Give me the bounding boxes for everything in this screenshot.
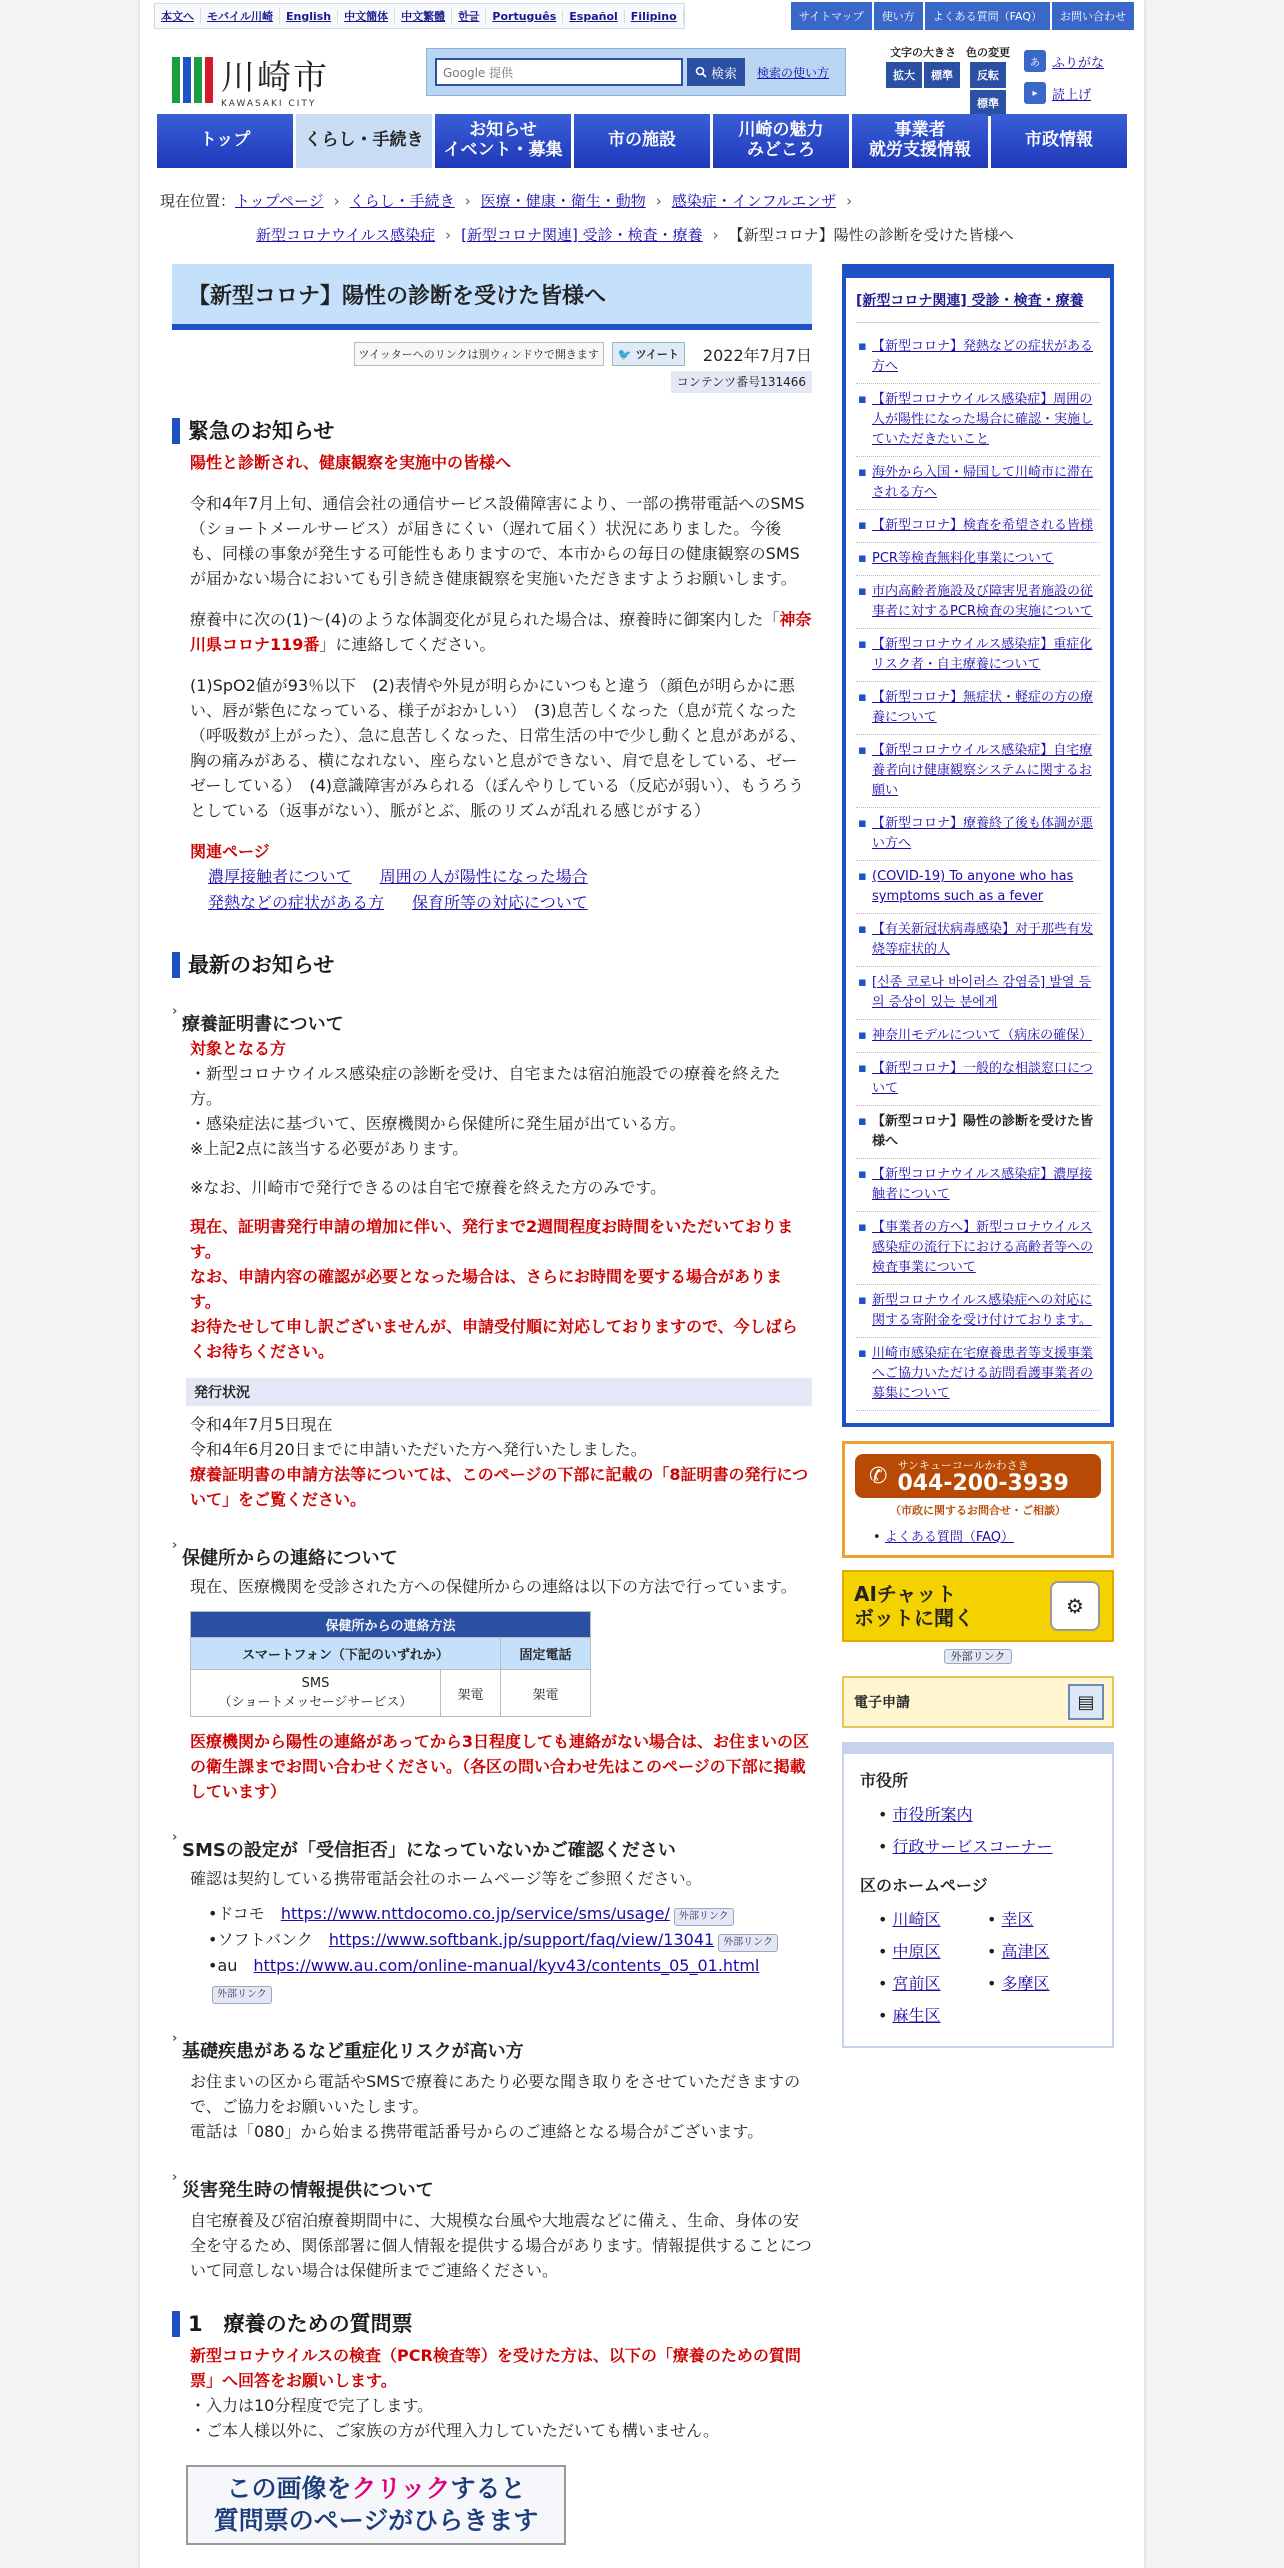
latest-heading: 最新のお知らせ bbox=[172, 952, 812, 978]
computer-icon: ▤ bbox=[1068, 1684, 1104, 1720]
breadcrumb-link-2[interactable]: 医療・健康・衛生・動物 bbox=[480, 192, 646, 210]
external-link-badge: 外部リンク bbox=[944, 1649, 1013, 1664]
sidebar-related-item-18[interactable]: ▪ 新型コロナウイルス感染症への対応に関する寄附金を受け付けております。 bbox=[856, 1285, 1100, 1338]
breadcrumb-link-0[interactable]: トップページ bbox=[235, 192, 324, 210]
robot-icon: ⚙ bbox=[1050, 1581, 1100, 1631]
cityhall-link-1: • 行政サービスコーナー bbox=[878, 1837, 1053, 1856]
questionnaire-heading: 1 療養のための質問票 bbox=[172, 2311, 812, 2337]
questionnaire-image-button[interactable]: この画像をクリックすると 質問票のページがひらきます bbox=[186, 2465, 566, 2545]
search-help-link[interactable]: 検索の使い方 bbox=[757, 65, 830, 80]
font-standard-button[interactable]: 標準 bbox=[924, 62, 960, 88]
contact-title: › 保健所からの連絡について bbox=[172, 1544, 812, 1570]
ward-item-4: • 宮前区 bbox=[878, 1974, 941, 1993]
util-button-3[interactable]: お問い合わせ bbox=[1052, 2, 1134, 30]
risk-title: › 基礎疾患があるなど重症化リスクが高い方 bbox=[172, 2037, 812, 2063]
related-pages-heading[interactable]: [新型コロナ関連] 受診・検査・療養 bbox=[856, 290, 1100, 323]
utility-links bbox=[791, 2, 1134, 30]
sidebar-related-item-1[interactable]: ▪ 【新型コロナウイルス感染症】周囲の人が陽性になった場合に確認・実施していただきたいこと bbox=[856, 384, 1100, 457]
cert-target-label: 対象となる方 bbox=[190, 1039, 287, 1058]
ward-item-5: • 多摩区 bbox=[987, 1974, 1050, 1993]
nav-item-0[interactable]: トップ bbox=[157, 114, 293, 168]
carrier-url-link[interactable]: https://www.softbank.jp/support/faq/view/13041 bbox=[328, 1930, 715, 1949]
sidebar-related-item-5[interactable]: ▪ 市内高齢者施設及び障害児者施設の従事者に対するPCR検査の実施について bbox=[856, 576, 1100, 629]
ward-link[interactable]: 幸区 bbox=[1001, 1910, 1034, 1929]
twitter-icon: 🐦 bbox=[617, 348, 632, 361]
read-aloud-button[interactable]: ▸ 読上げ bbox=[1024, 82, 1091, 104]
urgent-paragraph-1: 令和4年7月上旬、通信会社の通信サービス設備障害により、一部の携帯電話へのSMS（ショートメールサービス）が届きにくい（遅れて届く）状況にありました。今後も、同様の事象が発生する可能性もありますので、本市からの毎日の健康観察のSMSが届かない場合においても引き続き健康観察を実施いただきますようお願いします。 bbox=[190, 494, 805, 588]
sidebar-related-item-3[interactable]: ▪ 【新型コロナ】検査を希望される皆様 bbox=[856, 510, 1100, 543]
ward-item-6: • 麻生区 bbox=[878, 2006, 941, 2025]
disaster-title: › 災害発生時の情報提供について bbox=[172, 2176, 812, 2202]
global-nav bbox=[157, 114, 1127, 168]
contact-table: 保健所からの連絡方法 スマートフォン（下記のいずれか） 固定電話 SMS （ショートメッセージサービス） 架電 架電 bbox=[190, 1611, 591, 1717]
search-button[interactable]: 検索 bbox=[687, 58, 745, 86]
utility-bar bbox=[154, 2, 1134, 30]
urgent-paragraph-3: (1)SpO2値が93％以下 (2)表情や外見が明らかにいつもと違う（顔色が明らかに悪い、唇が紫色になっている、様子がおかしい） (3)息苦しくなった（息が荒くなった（呼吸数が上がった）、急に息苦しくなった、日常生活の中で少し動くと息があがる、胸の痛みがある、横になれない、座らないと息ができない、肩で息をしている、ゼーゼーしている） (4)意識障害がみられる（ぼんやりしている（反応が弱い）、もうろうとしている（返事がない）、脈がとぶ、脈のリズムが乱れる感じがする） bbox=[190, 676, 807, 820]
phone-icon: ✆ bbox=[869, 1463, 888, 1489]
sidebar-related-item-2[interactable]: ▪ 海外から入国・帰国して川崎市に滞在される方へ bbox=[856, 457, 1100, 510]
cert-line-2: ※上記2点に該当する必要があります。 bbox=[190, 1139, 469, 1158]
content-number: コンテンツ番号131466 bbox=[671, 371, 812, 393]
sidebar-related-item-4[interactable]: ▪ PCR等検査無料化事業について bbox=[856, 543, 1100, 576]
related-links bbox=[172, 864, 812, 916]
sms-title: › SMSの設定が「受信拒否」になっていないかご確認ください bbox=[172, 1836, 812, 1862]
e-application-banner[interactable]: 電子申請 ▤ bbox=[842, 1676, 1114, 1728]
speaker-icon: ▸ bbox=[1024, 82, 1046, 104]
call-center-box: ✆ サンキューコールかわさき 044-200-3939 （市政に関するお問合せ・ご相談） • よくある質問（FAQ） bbox=[842, 1441, 1114, 1558]
util-link-1[interactable]: モバイル川崎 bbox=[201, 8, 280, 24]
nav-item-6[interactable]: 市政情報 bbox=[991, 114, 1127, 168]
util-link-2[interactable]: English bbox=[280, 10, 338, 23]
search-icon bbox=[695, 66, 707, 78]
ward-link[interactable]: 川崎区 bbox=[892, 1910, 941, 1929]
site-logo[interactable] bbox=[172, 50, 329, 109]
util-link-6[interactable]: Português bbox=[486, 10, 563, 23]
search-area bbox=[426, 48, 846, 96]
related-link-2[interactable]: 発熱などの症状がある方 bbox=[208, 893, 385, 912]
cityhall-link-text[interactable]: 行政サービスコーナー bbox=[892, 1837, 1053, 1856]
related-link-0[interactable]: 濃厚接触者について bbox=[208, 867, 352, 886]
urgent-lead: 陽性と診断され、健康観察を実施中の皆様へ bbox=[190, 453, 511, 472]
related-link-3[interactable]: 保育所等の対応について bbox=[412, 893, 588, 912]
color-standard-button[interactable]: 標準 bbox=[970, 90, 1006, 116]
furigana-button[interactable]: あ ふりがな bbox=[1024, 50, 1104, 72]
cityhall-link-0: • 市役所案内 bbox=[878, 1805, 973, 1824]
contact-warning: 医療機関から陽性の連絡があってから3日程度しても連絡がない場合は、お住まいの区の衛生課までお問い合わせください。（各区の問い合わせ先はこのページの下部に掲載しています） bbox=[190, 1732, 809, 1801]
cert-title: › 療養証明書について bbox=[172, 1010, 812, 1036]
language-links bbox=[154, 3, 685, 29]
carrier-links bbox=[208, 1901, 812, 2005]
font-enlarge-button[interactable]: 拡大 bbox=[886, 62, 922, 88]
related-label: 関連ページ bbox=[190, 842, 270, 861]
sidebar-related-item-17[interactable]: ▪ 【事業者の方へ】新型コロナウイルス感染症の流行下における高齢者等への検査事業について bbox=[856, 1212, 1100, 1285]
util-link-0[interactable]: 本文へ bbox=[155, 8, 201, 24]
nav-item-4[interactable]: 川崎の魅力 みどころ bbox=[713, 114, 849, 168]
util-link-3[interactable]: 中文簡体 bbox=[338, 8, 395, 24]
sidebar-related-item-15: ▪ 【新型コロナ】陽性の診断を受けた皆様へ bbox=[856, 1106, 1100, 1159]
nav-item-5[interactable]: 事業者 就労支援情報 bbox=[852, 114, 988, 168]
carrier-item-2 bbox=[208, 1953, 812, 2005]
sidebar-related-item-7[interactable]: ▪ 【新型コロナ】無症状・軽症の方の療養について bbox=[856, 682, 1100, 735]
breadcrumb-separator-icon: › bbox=[655, 192, 662, 210]
publish-date: 2022年7月7日 bbox=[702, 345, 812, 365]
breadcrumb: 現在位置：トップページ › くらし・手続き › 医療・健康・衛生・動物 › 感染症・インフルエンザ › 新型コロナウイルス感染症 › [新型コロナ関連] 受診・検査・療養 › 【新型コロナ】陽性の診断を受けた皆様へ bbox=[160, 192, 1014, 244]
furigana-icon: あ bbox=[1024, 50, 1046, 72]
cert-line-1: ・感染症法に基づいて、医療機関から保健所に発生届が出ている方。 bbox=[190, 1114, 686, 1133]
ward-item-2: • 中原区 bbox=[878, 1942, 941, 1961]
carrier-item-0 bbox=[208, 1901, 812, 1927]
breadcrumb-link-1[interactable]: くらし・手続き bbox=[349, 192, 455, 210]
logo-text: 川崎市 bbox=[221, 58, 329, 98]
faq-link[interactable]: よくある質問（FAQ） bbox=[884, 1530, 1014, 1545]
sidebar-related-item-14[interactable]: ▪ 【新型コロナ】一般的な相談窓口について bbox=[856, 1053, 1100, 1106]
sidebar-related-item-16[interactable]: ▪ 【新型コロナウイルス感染症】濃厚接触者について bbox=[856, 1159, 1100, 1212]
util-button-0[interactable]: サイトマップ bbox=[791, 2, 872, 30]
cert-note: ※なお、川崎市で発行できるのは自宅で療養を終えた方のみです。 bbox=[190, 1178, 667, 1197]
ward-item-1: • 幸区 bbox=[987, 1910, 1034, 1929]
ai-chatbot-banner[interactable]: AIチャット ボットに聞く ⚙ bbox=[842, 1570, 1114, 1642]
cert-conditions bbox=[190, 1061, 812, 1161]
carrier-name: ドコモ bbox=[217, 1904, 265, 1923]
ward-link[interactable]: 麻生区 bbox=[892, 2006, 941, 2025]
sidebar-related-item-19[interactable]: ▪ 川崎市感染症在宅療養患者等支援事業へご協力いただける訪問看護事業者の募集について bbox=[856, 1338, 1100, 1411]
util-link-4[interactable]: 中文繁體 bbox=[395, 8, 452, 24]
ward-link[interactable]: 高津区 bbox=[1001, 1942, 1050, 1961]
breadcrumb-separator-icon: › bbox=[846, 192, 853, 210]
external-link-badge: 外部リンク bbox=[674, 1908, 734, 1926]
sidebar-related-item-13[interactable]: ▪ 神奈川モデルについて（病床の確保） bbox=[856, 1020, 1100, 1053]
breadcrumb-current: 【新型コロナ】陽性の診断を受けた皆様へ bbox=[728, 226, 1014, 244]
sidebar-related-item-0[interactable]: ▪ 【新型コロナ】発熱などの症状がある方へ bbox=[856, 331, 1100, 384]
carrier-name: au bbox=[217, 1956, 238, 1975]
logo-stripes-icon bbox=[172, 57, 213, 103]
cityhall-link-text[interactable]: 市役所案内 bbox=[892, 1805, 973, 1824]
urgent-heading: 緊急のお知らせ bbox=[172, 418, 812, 444]
font-size-control: 文字の大きさ 拡大 標準 bbox=[886, 44, 960, 88]
call-center-banner[interactable]: ✆ サンキューコールかわさき 044-200-3939 bbox=[855, 1454, 1101, 1498]
related-pages-box bbox=[842, 264, 1114, 1427]
util-link-7[interactable]: Español bbox=[563, 10, 625, 23]
page bbox=[140, 0, 1144, 2568]
breadcrumb-link-5[interactable]: [新型コロナ関連] 受診・検査・療養 bbox=[461, 226, 703, 244]
breadcrumb-separator-icon: › bbox=[445, 226, 452, 244]
city-hall-box: 市役所 • 市役所案内 • 行政サービスコーナー 区のホームページ • 川崎区 • 幸区 • 中原区 • 高津区 • 宮前区 • 多摩区 • 麻生区 bbox=[842, 1742, 1114, 2048]
twitter-note: ツイッターへのリンクは別ウィンドウで開きます bbox=[354, 342, 604, 366]
page-title: 【新型コロナ】陽性の診断を受けた皆様へ bbox=[172, 264, 812, 330]
cert-line-0: ・新型コロナウイルス感染症の診断を受け、自宅または宿泊施設での療養を終えた方。 bbox=[190, 1064, 781, 1108]
ward-item-0: • 川崎区 bbox=[878, 1910, 941, 1929]
nav-item-3[interactable]: 市の施設 bbox=[574, 114, 710, 168]
carrier-url-link[interactable]: https://www.au.com/online-manual/kyv43/contents_05_01.html bbox=[253, 1956, 760, 1975]
sidebar-related-item-11[interactable]: ▪ 【有关新冠状病毒感染】对于那些有发烧等症状的人 bbox=[856, 914, 1100, 967]
breadcrumb-separator-icon: › bbox=[464, 192, 471, 210]
sidebar-related-item-6[interactable]: ▪ 【新型コロナウイルス感染症】重症化リスク者・自主療養について bbox=[856, 629, 1100, 682]
ward-link[interactable]: 多摩区 bbox=[1001, 1974, 1050, 1993]
tweet-button[interactable]: 🐦 ツイート bbox=[612, 342, 685, 366]
color-control: 色の変更 反転 標準 bbox=[966, 44, 1010, 116]
breadcrumb-separator-icon: › bbox=[333, 192, 340, 210]
cert-warning: 現在、証明書発行申請の増加に伴い、発行まで2週間程度お時間をいただいております。 なお、申請内容の確認が必要となった場合は、さらにお時間を要する場合があります。 お待たせして申し訳ございませんが、申請受付順に対応しておりますので、今しばらくお待ちください。 bbox=[190, 1217, 798, 1361]
util-link-8[interactable]: Filipino bbox=[625, 10, 684, 23]
nav-item-2[interactable]: お知らせ イベント・募集 bbox=[435, 114, 571, 168]
carrier-url-link[interactable]: https://www.nttdocomo.co.jp/service/sms/usage/ bbox=[280, 1904, 670, 1923]
ward-link[interactable]: 宮前区 bbox=[892, 1974, 941, 1993]
carrier-item-1 bbox=[208, 1927, 812, 1953]
ward-item-3: • 高津区 bbox=[987, 1942, 1050, 1961]
util-button-1[interactable]: 使い方 bbox=[874, 2, 923, 30]
external-link-badge: 外部リンク bbox=[212, 1986, 272, 2004]
status-label: 発行状況 bbox=[186, 1378, 812, 1406]
color-invert-button[interactable]: 反転 bbox=[970, 62, 1006, 88]
ward-link[interactable]: 中原区 bbox=[892, 1942, 941, 1961]
breadcrumb-separator-icon: › bbox=[712, 226, 719, 244]
carrier-name: ソフトバンク bbox=[217, 1930, 313, 1949]
sidebar bbox=[842, 264, 1114, 2048]
breadcrumb-link-4[interactable]: 新型コロナウイルス感染症 bbox=[256, 226, 436, 244]
main-content: 【新型コロナ】陽性の診断を受けた皆様へ ツイッターへのリンクは別ウィンドウで開きます 🐦 ツイート 2022年7月7日 コンテンツ番号131466 緊急のお知らせ 陽性と診断され、健康観察を実施中の皆様へ 令和4年7月上旬、通信会社の通信サービス設備障害により、一部の携帯電話へのSMS（ショートメールサービス）が届きにくい（遅れて届く）状況にありました。今後も、同様の事象が発生する可能性もありますので、本市からの毎日の健康観察のSMSが届かない場合においても引き続き健康観察を実施いただきますようお願いします。 療養中に次の(1)～(4)のような体調変化が見られた場合は、療養時に御案内した「神奈川県コロナ119番」に連絡してください。 (1)SpO2値が93％以下 (2)表情や外見が明らかにいつもと違う（顔色が明らかに悪い、唇が紫色になっている、様子がおかしい） (3)息苦しくなった（息が荒くなった（呼吸数が上がった）、急に息苦しくなった、日常生活の中で少し動くと息があがる、胸の痛みがある、横になれない、座らないと息ができない、肩で息をしている、ゼーゼーしている） (4)意識障害がみられる（ぼんやりしている（反応が弱い）、もうろうとしている（返事がない）、脈がとぶ、脈のリズムが乱れる感じがする） 関連ページ 濃厚接触者について 周囲の人が陽性になった場合 発熱などの症状がある方 保育所等の対応について 最新のお知らせ › 療養証明書について 対象となる方 ・新型コロナウイルス感染症の診断を受け、自宅または宿泊施設での療養を終えた方。 ・感染症法に基づいて、医療機関から保健所に発生届が出ている方。 ※上記2点に該当する必要があります。 ※なお、川崎市で発行できるのは自宅で療養を終えた方のみです。 現在、証明書発行申請の増加に伴い、発行まで2週間程度お時間をいただいております。 なお、申請内容の確認が必要となった場合は、さらにお時間を要する場合があります。 お待たせして申し訳ございませんが、申請受付順に対応しておりますので、今しばらくお待ちください。 発行状況 令和4年7月5日現在 令和4年6月20日までに申請いただいた方へ発行いたしました。 療養証明書の申請方法等については、このページの下部に記載の「8証明書の発行について」をご覧ください。 › 保健所からの連絡について 現在、医療機関を受診された方への保健所からの連絡は以下の方法で行っています。 保健所からの連絡方法 スマートフォン（下記のいずれか） 固定電話 SMS （ショートメッセージサービス） 架電 架電 医療機関から陽性の連絡があってから3日程度しても連絡がない場合は、お住まいの区の衛生課までお問い合わせください。（各区の問い合わせ先はこのページの下部に掲載しています） › SMSの設定が「受信拒否」になっていないかご確認ください 確認は契約している携帯電話会社のホームページ等をご参照ください。 • ドコモ https://www.nttdocomo.co.jp/service/sms/usage/ 外部リンク • ソフトバンク https://www.softbank.jp/support/faq/view/13041 外部リンク • au https://www.au.com/online-manual/kyv43/contents_05_01.html外部リンク › 基礎疾患があるなど重症化リスクが高い方 お住まいの区から電話やSMSで療養にあたり必要な聞き取りをさせていただきますので、ご協力をお願いいたします。 電話は「080」から始まる携帯電話番号からのご連絡となる場合がございます。 › 災害発生時の情報提供について 自宅療養及び宿泊療養期間中に、大規模な台風や大地震などに備え、生命、身体の安全を守るため、関係部署に個人情報を提供する場合があります。情報提供することについて同意しない場合は保健所までご連絡ください。 1 療養のための質問票 新型コロナウイルスの検査（PCR検査等）を受けた方は、以下の「療養のための質問票」へ回答をお願いします。 ・入力は10分程度で完了します。 ・ご本人様以外に、ご家族の方が代理入力していただいても構いません。 この画像をクリックすると 質問票のページがひらきます bbox=[172, 264, 812, 2545]
status-note: 療養証明書の申請方法等については、このページの下部に記載の「8証明書の発行について」をご覧ください。 bbox=[190, 1465, 809, 1509]
search-input[interactable]: Google 提供 bbox=[435, 58, 683, 86]
sidebar-related-item-8[interactable]: ▪ 【新型コロナウイルス感染症】自宅療養者向け健康観察システムに関するお願い bbox=[856, 735, 1100, 808]
nav-item-1[interactable]: くらし・手続き bbox=[296, 114, 432, 168]
urgent-paragraph-2: 療養中に次の(1)～(4)のような体調変化が見られた場合は、療養時に御案内した「神奈川県コロナ119番」に連絡してください。 bbox=[190, 610, 812, 654]
share-bar bbox=[172, 342, 812, 366]
util-link-5[interactable]: 한글 bbox=[452, 8, 486, 24]
related-link-1[interactable]: 周囲の人が陽性になった場合 bbox=[379, 867, 588, 886]
logo-subtext: KAWASAKI CITY bbox=[221, 99, 317, 109]
util-button-2[interactable]: よくある質問（FAQ） bbox=[925, 2, 1050, 30]
breadcrumb-link-3[interactable]: 感染症・インフルエンザ bbox=[671, 192, 837, 210]
external-link-badge: 外部リンク bbox=[718, 1934, 778, 1952]
sidebar-related-item-10[interactable]: ▪ (COVID-19) To anyone who has symptoms such as a fever bbox=[856, 861, 1100, 914]
sidebar-related-item-9[interactable]: ▪ 【新型コロナ】療養終了後も体調が悪い方へ bbox=[856, 808, 1100, 861]
sidebar-related-item-12[interactable]: ▪ [신종 코로나 바이러스 감염증] 발열 등의 증상이 있는 분에게 bbox=[856, 967, 1100, 1020]
